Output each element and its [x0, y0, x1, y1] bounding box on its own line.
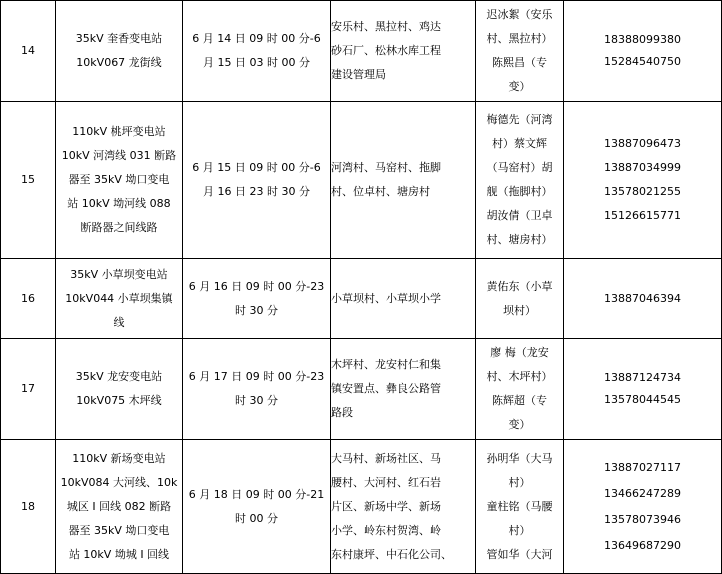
- contact-person-cell-line: 舰（拖脚村）: [486, 185, 553, 198]
- phone-number-cell: [564, 259, 722, 339]
- contact-person-cell-line: 村、黑拉村）: [486, 32, 553, 45]
- table-row: [1, 339, 722, 440]
- affected-area-cell: [331, 440, 476, 574]
- table-body: [1, 1, 722, 574]
- table-row: [1, 102, 722, 259]
- line-name-cell-line: 10kV067 龙街线: [76, 56, 162, 69]
- line-name-cell-line: 35kV 奎香变电站: [75, 32, 163, 45]
- phone-number-cell-line: 13466247289: [604, 486, 681, 500]
- contact-person-cell: [476, 102, 564, 259]
- contact-person-cell-line: 黄佑东（小草: [486, 279, 553, 293]
- contact-person-cell-line: 孙明华（大马: [486, 451, 553, 465]
- contact-person-cell-line: 村）: [508, 475, 531, 489]
- outage-time-cell-line: 月 16 日 23 时 30 分: [203, 185, 310, 198]
- contact-person-cell: [476, 440, 564, 574]
- phone-number-cell-line: 15284540750: [604, 55, 681, 68]
- contact-person-cell: [476, 1, 564, 102]
- line-name-cell-line: 10kV 河湾线 031 断路: [61, 149, 177, 162]
- contact-person-cell-line: 陈熙昌（专: [492, 56, 547, 69]
- affected-area-cell: [331, 339, 476, 440]
- contact-person-cell-line: 陈辉超（专: [492, 394, 547, 407]
- line-name-cell-line: 站 10kV 坳河线 088: [67, 197, 171, 210]
- line-name-cell: [56, 259, 183, 339]
- outage-time-cell: [183, 259, 331, 339]
- line-name-cell-line: 110kV 新场变电站: [72, 451, 166, 465]
- line-name-cell-line: 器至 35kV 坳口变电: [68, 523, 170, 537]
- contact-person-cell-line: 廖 梅（龙安: [490, 346, 549, 359]
- affected-area-cell-line: 片区、新场中学、新场: [331, 499, 441, 513]
- table-row: [1, 259, 722, 339]
- line-name-cell-line: 城区 I 回线 082 断路: [66, 499, 172, 513]
- phone-number-cell-line: 13887096473: [604, 137, 681, 150]
- outage-time-cell: [183, 102, 331, 259]
- contact-person-cell: [476, 339, 564, 440]
- contact-person-cell-line: （马窑村）胡: [486, 161, 553, 174]
- affected-area-cell: [331, 1, 476, 102]
- outage-time-cell: [183, 440, 331, 574]
- affected-area-cell-line: 东村康坪、中石化公司、: [331, 547, 452, 561]
- line-name-cell-line: 线: [113, 315, 125, 329]
- outage-time-cell-line: 时 30 分: [235, 303, 278, 317]
- phone-number-cell: [564, 1, 722, 102]
- phone-number-cell-line: 13887027117: [604, 460, 681, 474]
- outage-time-cell-line: 月 15 日 03 时 00 分: [203, 56, 310, 69]
- contact-person-cell-line: 童柱铭（马腰: [486, 499, 553, 513]
- table-row: [1, 440, 722, 574]
- outage-time-cell-line: 6 月 18 日 09 时 00 分-21: [188, 487, 325, 501]
- outage-time-cell-line: 6 月 17 日 09 时 00 分-23: [188, 370, 325, 383]
- row-number: 17: [1, 339, 56, 440]
- line-name-cell-line: 35kV 龙安变电站: [75, 370, 163, 383]
- line-name-cell-line: 器至 35kV 坳口变电: [68, 173, 170, 186]
- row-number: 14: [1, 1, 56, 102]
- outage-time-cell-line: 6 月 16 日 09 时 00 分-23: [188, 279, 325, 293]
- outage-time-cell-line: 时 30 分: [235, 394, 278, 407]
- outage-time-cell-line: 6 月 14 日 09 时 00 分-6: [192, 32, 321, 45]
- outage-time-cell: [183, 339, 331, 440]
- line-name-cell: [56, 1, 183, 102]
- line-name-cell-line: 110kV 桃坪变电站: [72, 125, 166, 138]
- line-name-cell-line: 10kV075 木坪线: [76, 394, 162, 407]
- affected-area-cell-line: 小学、岭东村贺湾、岭: [331, 523, 441, 537]
- contact-person-cell-line: 管如华（大河: [486, 547, 553, 561]
- phone-number-cell-line: 13578044545: [604, 393, 681, 406]
- outage-time-cell-line: 时 00 分: [235, 511, 278, 525]
- line-name-cell: [56, 440, 183, 574]
- contact-person-cell-line: 梅德先（河湾: [486, 113, 553, 126]
- phone-number-cell-line: 13887034999: [604, 161, 681, 174]
- row-number: 18: [1, 440, 56, 574]
- contact-person-cell-line: 村、塘房村）: [486, 233, 553, 246]
- contact-person-cell-line: 村、木坪村）: [486, 370, 553, 383]
- contact-person-cell-line: 变）: [508, 418, 531, 431]
- phone-number-cell-line: 13649687290: [604, 538, 681, 552]
- line-name-cell: [56, 339, 183, 440]
- affected-area-cell-line: 镇安置点、彝良公路管: [331, 382, 441, 395]
- line-name-cell-line: 站 10kV 坳城 I 回线: [68, 547, 170, 561]
- contact-person-cell-line: 迟冰絮（安乐: [486, 8, 553, 21]
- phone-number-cell: [564, 440, 722, 574]
- phone-number-cell: [564, 339, 722, 440]
- contact-person-cell: [476, 259, 564, 339]
- phone-number-cell-line: 18388099380: [604, 33, 681, 46]
- contact-person-cell-line: 村）蔡文辉: [492, 137, 547, 150]
- phone-number-cell: [564, 102, 722, 259]
- phone-number-cell-line: 13578021255: [604, 185, 681, 198]
- outage-time-cell: [183, 1, 331, 102]
- affected-area-cell-line: 路段: [331, 406, 353, 419]
- contact-person-cell-line: 村）: [508, 523, 531, 537]
- affected-area-cell-line: 腰村、大河村、红石岩: [331, 475, 441, 489]
- line-name-cell-line: 35kV 小草坝变电站: [70, 267, 168, 281]
- contact-person-cell-line: 胡汝倩（卫卓: [486, 209, 553, 222]
- contact-person-cell-line: 变）: [508, 80, 531, 93]
- contact-person-cell-line: 坝村）: [503, 303, 536, 317]
- table-row: [1, 1, 722, 102]
- phone-number-cell-line: 15126615771: [604, 209, 681, 222]
- outage-time-cell-line: 6 月 15 日 09 时 00 分-6: [192, 161, 321, 174]
- row-number: 16: [1, 259, 56, 339]
- line-name-cell: [56, 102, 183, 259]
- affected-area-cell-line: 村、位卓村、塘房村: [331, 185, 430, 198]
- affected-area-cell-line: 河湾村、马窑村、拖脚: [331, 161, 441, 174]
- line-name-cell-line: 10kV084 大河线、10k: [60, 475, 178, 489]
- line-name-cell-line: 断路器之间线路: [80, 221, 158, 234]
- affected-area-cell-line: 大马村、新场社区、马: [331, 451, 441, 465]
- phone-number-cell-line: 13578073946: [604, 512, 681, 526]
- line-name-cell-line: 10kV044 小草坝集镇: [65, 291, 173, 305]
- affected-area-cell-line: 建设管理局: [331, 68, 386, 81]
- affected-area-cell-line: 小草坝村、小草坝小学: [331, 291, 441, 305]
- phone-number-cell-line: 13887124734: [604, 371, 681, 384]
- affected-area-cell: [331, 102, 476, 259]
- phone-number-cell-line: 13887046394: [604, 291, 681, 305]
- affected-area-cell-line: 木坪村、龙安村仁和集: [331, 358, 441, 371]
- affected-area-cell-line: 砂石厂、松林水库工程: [331, 44, 441, 57]
- affected-area-cell-line: 安乐村、黑拉村、鸡达: [331, 20, 441, 33]
- row-number: 15: [1, 102, 56, 259]
- affected-area-cell: [331, 259, 476, 339]
